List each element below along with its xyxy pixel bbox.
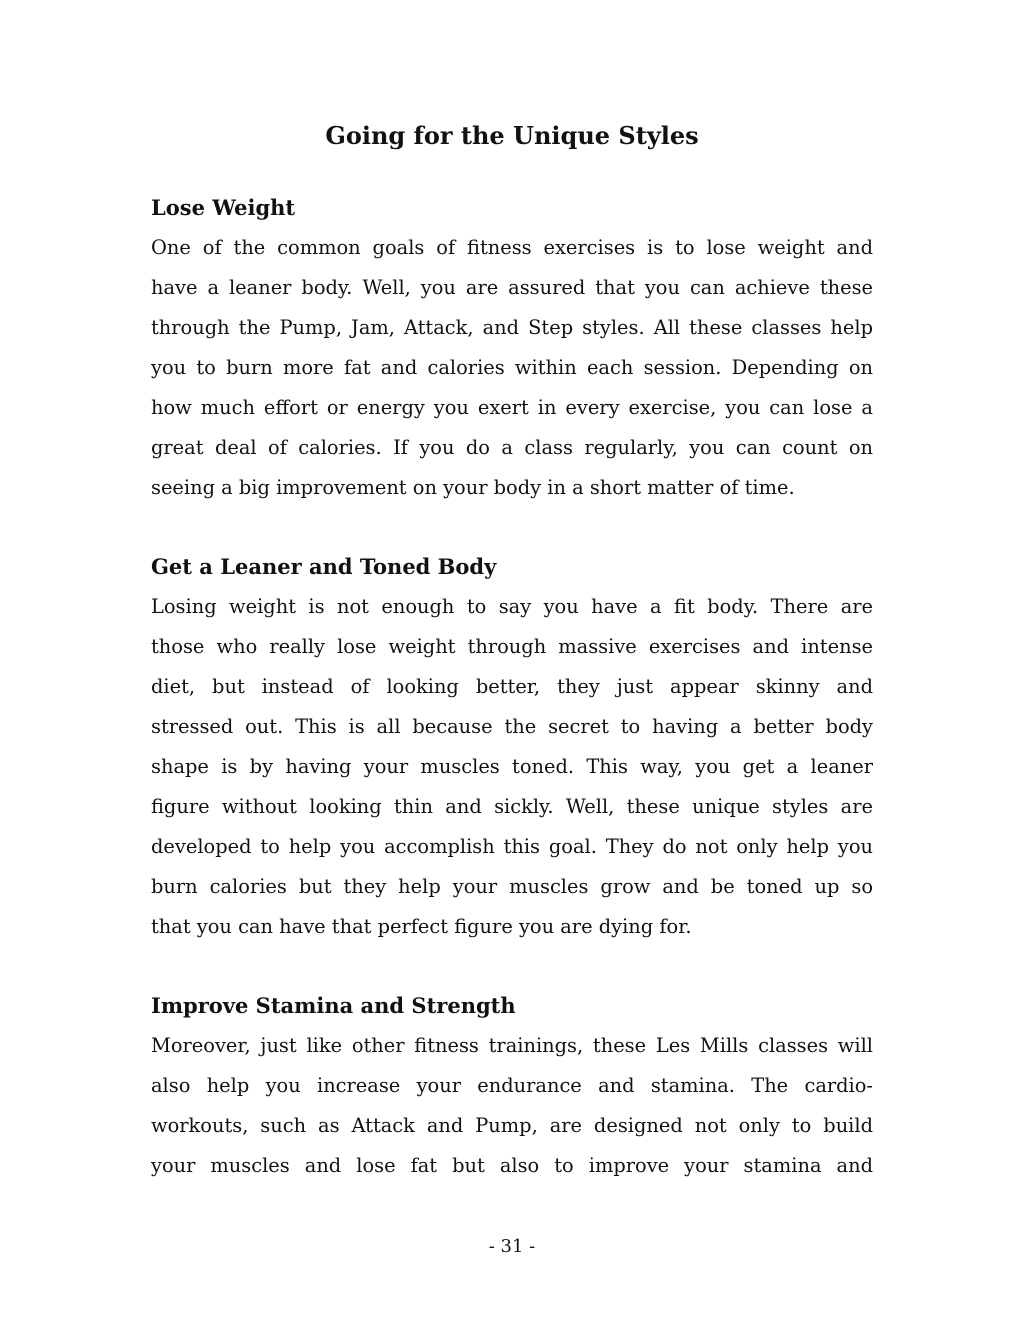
section-stamina-strength <box>151 986 873 1186</box>
paragraph-line: figure without looking thin and sickly. Well, these unique styles are <box>151 795 873 818</box>
paragraph-line: burn calories but they help your muscles grow and be toned up so <box>151 875 873 898</box>
paragraph-line: through the Pump, Jam, Attack, and Step styles. All these classes help <box>151 316 873 339</box>
section-leaner-toned-body <box>151 547 873 947</box>
paragraph-line: diet, but instead of looking better, they just appear skinny and <box>151 675 873 698</box>
paragraph-line: Moreover, just like other fitness trainings, these Les Mills classes will <box>151 1034 873 1057</box>
section-spacer <box>151 947 873 986</box>
page-title: Going for the Unique Styles <box>325 121 699 150</box>
section-spacer <box>151 508 873 547</box>
paragraph-line: how much effort or energy you exert in every exercise, you can lose a <box>151 396 873 419</box>
paragraph-line: Losing weight is not enough to say you have a fit body. There are <box>151 595 873 618</box>
paragraph-line: your muscles and lose fat but also to improve your stamina and <box>151 1154 873 1177</box>
page-number: - 31 - <box>488 1236 536 1257</box>
paragraph-line: those who really lose weight through massive exercises and intense <box>151 635 873 658</box>
paragraph-line: developed to help you accomplish this goal. They do not only help you <box>151 835 873 858</box>
section-heading: Lose Weight <box>151 195 296 220</box>
paragraph-line: also help you increase your endurance and stamina. The cardio- <box>151 1074 873 1097</box>
section-heading: Improve Stamina and Strength <box>151 993 516 1018</box>
paragraph-line: One of the common goals of fitness exercises is to lose weight and <box>151 236 873 259</box>
paragraph-line: workouts, such as Attack and Pump, are designed not only to build <box>151 1114 873 1137</box>
paragraph-line: seeing a big improvement on your body in a short matter of time. <box>151 476 795 499</box>
paragraph-line: that you can have that perfect figure you are dying for. <box>151 915 692 938</box>
section-lose-weight <box>151 188 873 508</box>
paragraph-line: great deal of calories. If you do a class regularly, you can count on <box>151 436 873 459</box>
paragraph-line: have a leaner body. Well, you are assured that you can achieve these <box>151 276 873 299</box>
section-heading: Get a Leaner and Toned Body <box>151 554 497 579</box>
paragraph-line: you to burn more fat and calories within each session. Depending on <box>151 356 873 379</box>
paragraph-line: stressed out. This is all because the secret to having a better body <box>151 715 873 738</box>
page-content <box>151 188 873 1186</box>
paragraph-line: shape is by having your muscles toned. This way, you get a leaner <box>151 755 873 778</box>
